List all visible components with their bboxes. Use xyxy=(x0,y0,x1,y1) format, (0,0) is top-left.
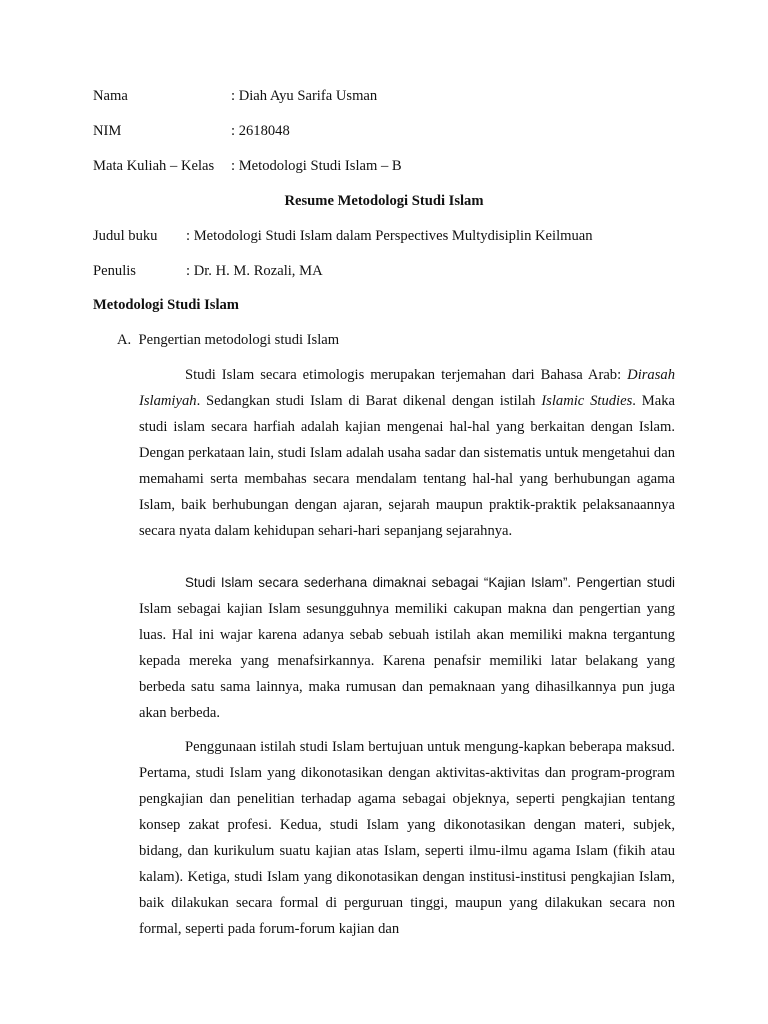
judul-label: Judul buku xyxy=(93,228,158,244)
document-title: Resume Metodologi Studi Islam xyxy=(284,193,484,209)
p1-text-3: . Maka studi islam secara harfiah adalah kajian mengenai hal-hal yang berkaitan dengan Islam. Dengan perkataan lain, studi Islam adalah usaha sadar dan sistematis untuk mengetahui dan memahami serta membahas secara mendalam tentang hal-hal yang berhubungan agama Islam, baik berhubungan dengan ajaran, sejarah maupun praktik-praktik pelaksanaannya secara nyata dalam kehidupan sehari-hari sepanjang sejarahnya. xyxy=(139,393,675,539)
nama-value: : Diah Ayu Sarifa Usman xyxy=(231,88,378,104)
penulis-value: : Dr. H. M. Rozali, MA xyxy=(186,263,323,279)
p1-italic-1: Dirasah Islamiyah xyxy=(139,367,675,409)
nim-value: : 2618048 xyxy=(231,123,290,139)
penulis-label: Penulis xyxy=(93,263,136,279)
nim-label: NIM xyxy=(93,123,122,139)
p1-italic-2: Islamic Studies xyxy=(541,393,633,409)
paragraph-3 xyxy=(139,734,675,942)
p3-text: Penggunaan istilah studi Islam bertujuan untuk mengung-kapkan beberapa maksud. Pertama, studi Islam yang dikonotasikan dengan aktivitas-aktivitas dan program-program pengkajian dan penelitian terhadap agama sebagai objeknya, seperti pengkajian tentang konsep zakat profesi. Kedua, studi Islam yang dikonotasikan dengan materi, subjek, bidang, dan kurikulum suatu kajian atas Islam, seperti ilmu-ilmu agama Islam (fikih atau kalam). Ketiga, studi Islam yang dikonotasikan dengan institusi-institusi pengkajian Islam, baik dilakukan secara formal di perguruan tinggi, maupun yang dilakukan secara non formal, seperti pada forum-forum kajian dan xyxy=(139,739,675,937)
judul-value: : Metodologi Studi Islam dalam Perspectives Multydisiplin Keilmuan xyxy=(186,228,593,244)
p1-text-2: . Sedangkan studi Islam di Barat dikenal dengan istilah xyxy=(196,393,542,409)
paragraph-2 xyxy=(139,570,675,726)
section-heading: Metodologi Studi Islam xyxy=(93,297,239,313)
paragraph-1 xyxy=(139,362,675,544)
p1-text-1: Studi Islam secara etimologis merupakan terjemahan dari Bahasa Arab: xyxy=(185,367,628,383)
subsection-heading: A. Pengertian metodologi studi Islam xyxy=(117,332,340,348)
p2-text: Islam sebagai kajian Islam sesungguhnya memiliki cakupan makna dan pengertian yang luas. Hal ini wajar karena adanya sebab sebuah istilah akan memiliki makna tergantung kepada mereka yang menafsirkannya. Karena penafsir memiliki latar belakang yang berbeda satu sama lainnya, maka rumusan dan pemaknaan yang dihasilkannya pun juga akan berbeda. xyxy=(139,601,675,721)
matkul-label: Mata Kuliah – Kelas xyxy=(93,158,215,174)
nama-label: Nama xyxy=(93,88,128,104)
p2-sans-text: Studi Islam secara sederhana dimaknai sebagai “Kajian Islam”. Pengertian studi xyxy=(185,575,675,590)
matkul-value: : Metodologi Studi Islam – B xyxy=(231,158,402,174)
